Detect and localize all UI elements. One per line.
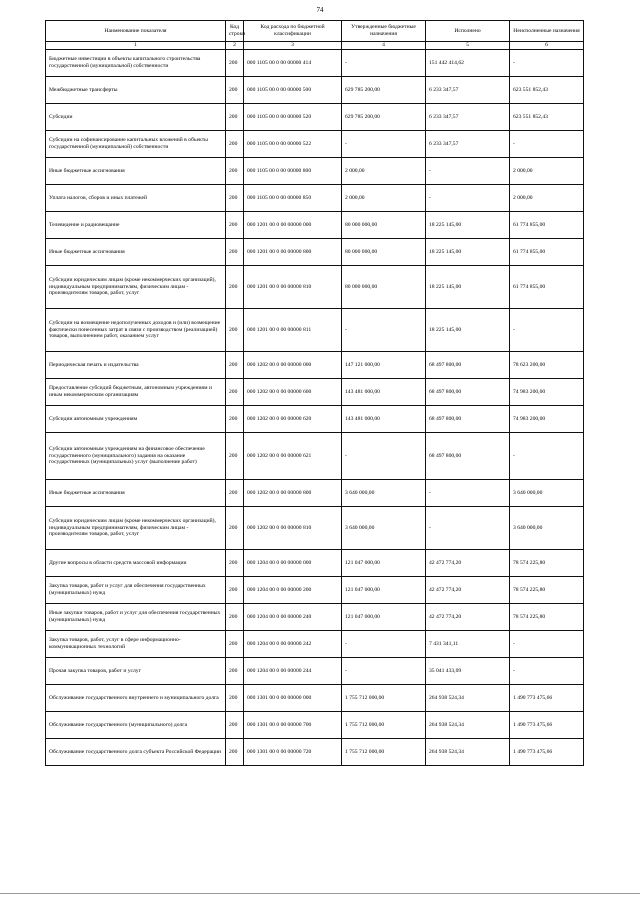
budget-code-cell: 000 1204 00 0 00 00000 240 xyxy=(244,604,342,631)
unexecuted-cell: 2 000,00 xyxy=(510,158,584,185)
line-code-cell: 200 xyxy=(226,631,244,658)
unexecuted-cell: 2 000,00 xyxy=(510,185,584,212)
executed-cell: 264 938 524,34 xyxy=(426,685,510,712)
executed-cell: 68 497 800,00 xyxy=(426,379,510,406)
executed-cell: 6 233 347,57 xyxy=(426,131,510,158)
unexecuted-cell: 623 551 852,43 xyxy=(510,77,584,104)
column-index: 3 xyxy=(244,42,342,50)
executed-cell: 18 225 145,00 xyxy=(426,239,510,266)
indicator-name-cell: Иные бюджетные ассигнования xyxy=(46,239,226,266)
budget-code-cell: 000 1201 00 0 00 00000 811 xyxy=(244,309,342,352)
table-row xyxy=(46,631,584,658)
table-body xyxy=(46,50,584,766)
budget-code-cell: 000 1201 00 0 00 00000 800 xyxy=(244,239,342,266)
executed-cell: 264 938 524,34 xyxy=(426,712,510,739)
unexecuted-cell: - xyxy=(510,433,584,480)
approved-cell: - xyxy=(342,433,426,480)
indicator-name-cell: Обслуживание государственного внутреннего и муниципального долга xyxy=(46,685,226,712)
table-header-row xyxy=(46,21,584,42)
line-code-cell: 200 xyxy=(226,658,244,685)
indicator-name-cell: Закупка товаров, работ, услуг в сфере информационно-коммуникационных технологий xyxy=(46,631,226,658)
budget-code-cell: 000 1202 00 0 00 00000 800 xyxy=(244,480,342,507)
approved-cell: 121 047 000,00 xyxy=(342,550,426,577)
budget-code-cell: 000 1202 00 0 00 00000 620 xyxy=(244,406,342,433)
line-code-cell: 200 xyxy=(226,604,244,631)
indicator-name-cell: Обслуживание государственного долга субъекта Российской Федерации xyxy=(46,739,226,766)
table-row xyxy=(46,604,584,631)
executed-cell: 18 225 145,00 xyxy=(426,212,510,239)
approved-cell: 121 047 000,00 xyxy=(342,604,426,631)
line-code-cell: 200 xyxy=(226,352,244,379)
approved-cell: - xyxy=(342,658,426,685)
approved-cell: 1 755 712 000,00 xyxy=(342,739,426,766)
unexecuted-cell: 3 640 000,00 xyxy=(510,480,584,507)
page-bottom-divider xyxy=(0,893,640,894)
column-index: 4 xyxy=(342,42,426,50)
executed-cell: - xyxy=(426,480,510,507)
header-approved: Утвержденные бюджетные назначения xyxy=(342,21,426,42)
executed-cell: 264 938 524,34 xyxy=(426,739,510,766)
unexecuted-cell: - xyxy=(510,131,584,158)
indicator-name-cell: Обслуживание государственного (муниципального) долга xyxy=(46,712,226,739)
executed-cell: 18 225 145,00 xyxy=(426,266,510,309)
line-code-cell: 200 xyxy=(226,77,244,104)
unexecuted-cell: 3 640 000,00 xyxy=(510,507,584,550)
budget-code-cell: 000 1202 00 0 00 00000 621 xyxy=(244,433,342,480)
budget-code-cell: 000 1301 00 0 00 00000 720 xyxy=(244,739,342,766)
unexecuted-cell: 74 983 200,00 xyxy=(510,379,584,406)
budget-code-cell: 000 1202 00 0 00 00000 810 xyxy=(244,507,342,550)
indicator-name-cell: Субсидии xyxy=(46,104,226,131)
budget-code-cell: 000 1105 00 0 00 00000 800 xyxy=(244,158,342,185)
approved-cell: 629 785 200,00 xyxy=(342,104,426,131)
executed-cell: 42 472 774,20 xyxy=(426,550,510,577)
unexecuted-cell: 74 983 200,00 xyxy=(510,406,584,433)
line-code-cell: 200 xyxy=(226,104,244,131)
budget-code-cell: 000 1301 00 0 00 00000 700 xyxy=(244,712,342,739)
column-index: 1 xyxy=(46,42,226,50)
executed-cell: 68 497 800,00 xyxy=(426,406,510,433)
line-code-cell: 200 xyxy=(226,158,244,185)
budget-code-cell: 000 1201 00 0 00 00000 810 xyxy=(244,266,342,309)
budget-code-cell: 000 1301 00 0 00 00000 000 xyxy=(244,685,342,712)
approved-cell: 80 000 000,00 xyxy=(342,266,426,309)
budget-code-cell: 000 1202 00 0 00 00000 600 xyxy=(244,379,342,406)
unexecuted-cell: 78 623 200,00 xyxy=(510,352,584,379)
unexecuted-cell: - xyxy=(510,631,584,658)
approved-cell: - xyxy=(342,50,426,77)
executed-cell: 68 497 800,00 xyxy=(426,433,510,480)
column-index: 6 xyxy=(510,42,584,50)
executed-cell: 42 472 774,20 xyxy=(426,577,510,604)
budget-code-cell: 000 1105 00 0 00 00000 850 xyxy=(244,185,342,212)
executed-cell: - xyxy=(426,507,510,550)
approved-cell: 3 640 000,00 xyxy=(342,507,426,550)
executed-cell: 6 233 347,57 xyxy=(426,104,510,131)
unexecuted-cell: - xyxy=(510,309,584,352)
budget-code-cell: 000 1204 00 0 00 00000 244 xyxy=(244,658,342,685)
table-row xyxy=(46,239,584,266)
executed-cell: 42 472 774,20 xyxy=(426,604,510,631)
unexecuted-cell: 623 551 852,43 xyxy=(510,104,584,131)
line-code-cell: 200 xyxy=(226,577,244,604)
page-number: 74 xyxy=(316,6,324,14)
indicator-name-cell: Субсидии на возмещение недополученных доходов и (или) возмещение фактически понесенных затрат в связи с производством (реализацией) товаров, выполнением работ, оказанием услуг xyxy=(46,309,226,352)
indicator-name-cell: Прочая закупка товаров, работ и услуг xyxy=(46,658,226,685)
executed-cell: 151 442 414,62 xyxy=(426,50,510,77)
indicator-name-cell: Субсидии юридическим лицам (кроме некоммерческих организаций), индивидуальным предпринимателям, физическим лицам - производителям товаров, работ, услуг xyxy=(46,266,226,309)
line-code-cell: 200 xyxy=(226,309,244,352)
approved-cell: 147 121 000,00 xyxy=(342,352,426,379)
approved-cell: - xyxy=(342,131,426,158)
budget-code-cell: 000 1204 00 0 00 00000 000 xyxy=(244,550,342,577)
budget-code-cell: 000 1204 00 0 00 00000 242 xyxy=(244,631,342,658)
unexecuted-cell: 1 490 773 475,66 xyxy=(510,685,584,712)
line-code-cell: 200 xyxy=(226,266,244,309)
executed-cell: 35 041 433,09 xyxy=(426,658,510,685)
unexecuted-cell: 61 774 855,00 xyxy=(510,239,584,266)
table-row xyxy=(46,266,584,309)
indicator-name-cell: Субсидии автономным учреждениям xyxy=(46,406,226,433)
indicator-name-cell: Телевидение и радиовещание xyxy=(46,212,226,239)
approved-cell: 143 481 000,00 xyxy=(342,379,426,406)
table-row xyxy=(46,309,584,352)
indicator-name-cell: Периодическая печать и издательства xyxy=(46,352,226,379)
unexecuted-cell: 61 774 855,00 xyxy=(510,212,584,239)
table-row xyxy=(46,433,584,480)
budget-code-cell: 000 1204 00 0 00 00000 200 xyxy=(244,577,342,604)
approved-cell: 3 640 000,00 xyxy=(342,480,426,507)
budget-code-cell: 000 1202 00 0 00 00000 000 xyxy=(244,352,342,379)
table-row xyxy=(46,480,584,507)
unexecuted-cell: 78 574 225,80 xyxy=(510,550,584,577)
approved-cell: - xyxy=(342,631,426,658)
indicator-name-cell: Субсидии автономным учреждениям на финансовое обеспечение государственного (муниципального) задания на оказание государственных (муниципальных) услуг (выполнение работ) xyxy=(46,433,226,480)
unexecuted-cell: 1 490 773 475,66 xyxy=(510,712,584,739)
table-row xyxy=(46,550,584,577)
indicator-name-cell: Другие вопросы в области средств массовой информации xyxy=(46,550,226,577)
line-code-cell: 200 xyxy=(226,406,244,433)
header-indicator-name: Наименование показателя xyxy=(46,21,226,42)
indicator-name-cell: Закупка товаров, работ и услуг для обеспечения государственных (муниципальных) нужд xyxy=(46,577,226,604)
approved-cell: 2 000,00 xyxy=(342,158,426,185)
column-index: 5 xyxy=(426,42,510,50)
table-row xyxy=(46,685,584,712)
budget-code-cell: 000 1201 00 0 00 00000 000 xyxy=(244,212,342,239)
approved-cell: 629 785 200,00 xyxy=(342,77,426,104)
indicator-name-cell: Уплата налогов, сборов и иных платежей xyxy=(46,185,226,212)
line-code-cell: 200 xyxy=(226,131,244,158)
unexecuted-cell: 78 574 225,80 xyxy=(510,577,584,604)
indicator-name-cell: Предоставление субсидий бюджетным, автономным учреждениям и иным некоммерческим организациям xyxy=(46,379,226,406)
line-code-cell: 200 xyxy=(226,379,244,406)
line-code-cell: 200 xyxy=(226,239,244,266)
table-row xyxy=(46,658,584,685)
table-row xyxy=(46,158,584,185)
executed-cell: 6 233 347,57 xyxy=(426,77,510,104)
unexecuted-cell: 78 574 225,80 xyxy=(510,604,584,631)
table-row xyxy=(46,406,584,433)
line-code-cell: 200 xyxy=(226,685,244,712)
indicator-name-cell: Иные бюджетные ассигнования xyxy=(46,480,226,507)
line-code-cell: 200 xyxy=(226,712,244,739)
table-row xyxy=(46,739,584,766)
line-code-cell: 200 xyxy=(226,50,244,77)
table-row xyxy=(46,212,584,239)
approved-cell: 121 047 000,00 xyxy=(342,577,426,604)
indicator-name-cell: Бюджетные инвестиции в объекты капитального строительства государственной (муниципальной) собственности xyxy=(46,50,226,77)
approved-cell: 80 000 000,00 xyxy=(342,212,426,239)
table-row xyxy=(46,577,584,604)
unexecuted-cell: - xyxy=(510,658,584,685)
budget-code-cell: 000 1105 00 0 00 00000 414 xyxy=(244,50,342,77)
indicator-name-cell: Иные бюджетные ассигнования xyxy=(46,158,226,185)
table-row xyxy=(46,379,584,406)
approved-cell: - xyxy=(342,309,426,352)
indicator-name-cell: Субсидии на софинансирование капитальных вложений в объекты государственной (муниципальной) собственности xyxy=(46,131,226,158)
indicator-name-cell: Межбюджетные трансферты xyxy=(46,77,226,104)
executed-cell: 7 431 341,11 xyxy=(426,631,510,658)
budget-code-cell: 000 1105 00 0 00 00000 522 xyxy=(244,131,342,158)
budget-execution-table xyxy=(45,20,584,766)
table-row xyxy=(46,104,584,131)
executed-cell: - xyxy=(426,158,510,185)
line-code-cell: 200 xyxy=(226,433,244,480)
indicator-name-cell: Субсидии юридическим лицам (кроме некоммерческих организаций), индивидуальным предпринимателям, физическим лицам - производителям товаров, работ, услуг xyxy=(46,507,226,550)
budget-code-cell: 000 1105 00 0 00 00000 500 xyxy=(244,77,342,104)
table-row xyxy=(46,352,584,379)
header-unexecuted: Неисполненные назначения xyxy=(510,21,584,42)
table-row xyxy=(46,77,584,104)
line-code-cell: 200 xyxy=(226,507,244,550)
executed-cell: 18 225 145,00 xyxy=(426,309,510,352)
approved-cell: 80 000 000,00 xyxy=(342,239,426,266)
executed-cell: 68 497 800,00 xyxy=(426,352,510,379)
line-code-cell: 200 xyxy=(226,212,244,239)
line-code-cell: 200 xyxy=(226,550,244,577)
approved-cell: 143 481 000,00 xyxy=(342,406,426,433)
line-code-cell: 200 xyxy=(226,185,244,212)
header-line-code: Код строки xyxy=(226,21,244,42)
line-code-cell: 200 xyxy=(226,739,244,766)
header-executed: Исполнено xyxy=(426,21,510,42)
executed-cell: - xyxy=(426,185,510,212)
column-index: 2 xyxy=(226,42,244,50)
approved-cell: 2 000,00 xyxy=(342,185,426,212)
budget-code-cell: 000 1105 00 0 00 00000 520 xyxy=(244,104,342,131)
table-row xyxy=(46,131,584,158)
table-row xyxy=(46,185,584,212)
indicator-name-cell: Иные закупки товаров, работ и услуг для обеспечения государственных (муниципальных) нужд xyxy=(46,604,226,631)
unexecuted-cell: 61 774 855,00 xyxy=(510,266,584,309)
table-row xyxy=(46,712,584,739)
header-budget-code: Код расхода по бюджетной классификации xyxy=(244,21,342,42)
column-index-row xyxy=(46,42,584,50)
table-row xyxy=(46,507,584,550)
unexecuted-cell: - xyxy=(510,50,584,77)
approved-cell: 1 755 712 000,00 xyxy=(342,685,426,712)
approved-cell: 1 755 712 000,00 xyxy=(342,712,426,739)
unexecuted-cell: 1 490 773 475,66 xyxy=(510,739,584,766)
line-code-cell: 200 xyxy=(226,480,244,507)
table-row xyxy=(46,50,584,77)
